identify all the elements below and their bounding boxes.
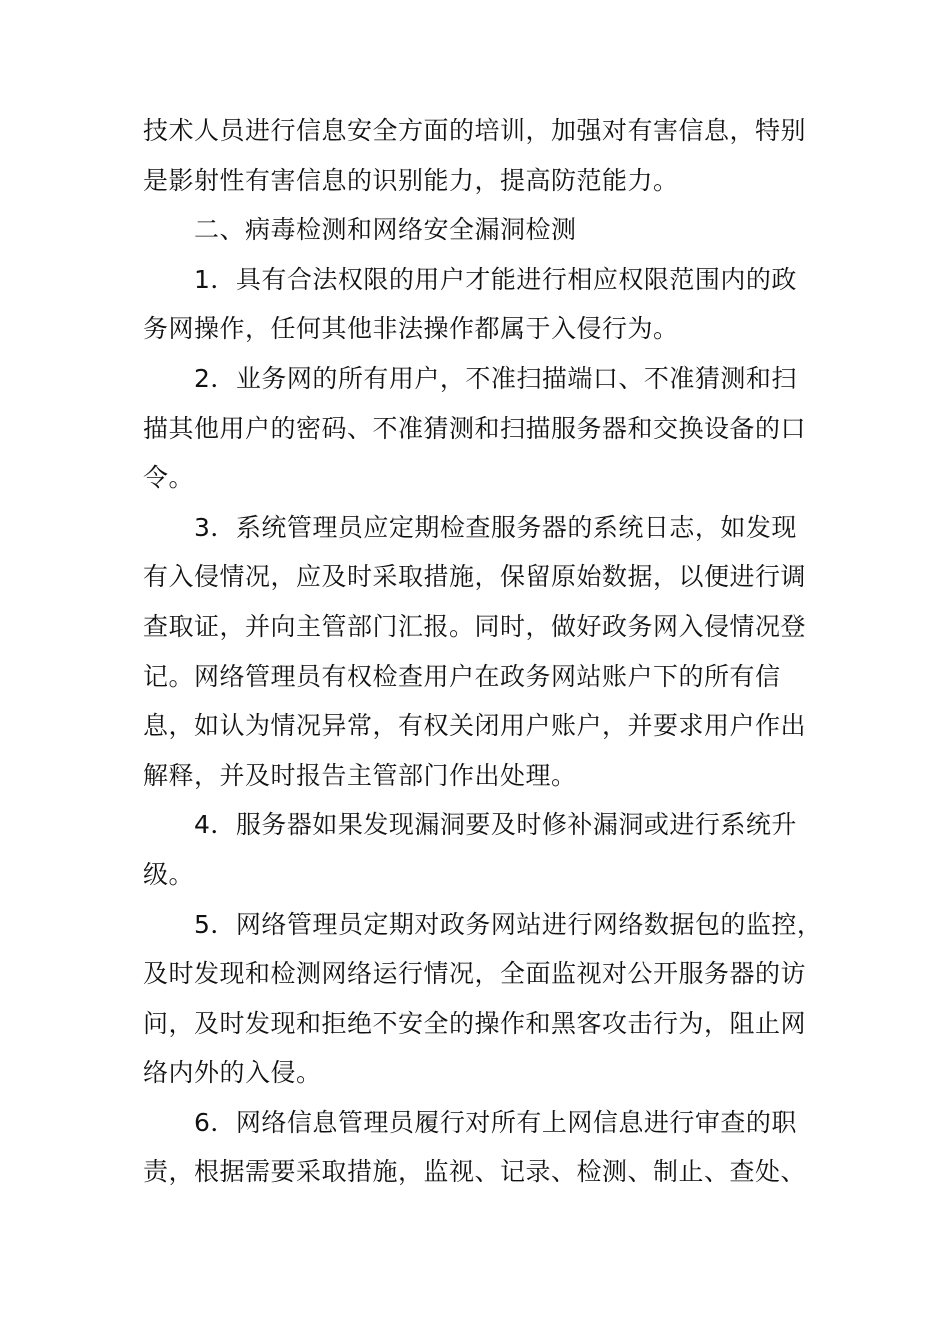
text-line: 及时发现和检测网络运行情况，全面监视对公开服务器的访 [143, 959, 807, 989]
section-heading [143, 205, 843, 255]
paragraph-item-6 [143, 1098, 843, 1197]
text-line: 描其他用户的密码、不准猜测和扫描服务器和交换设备的口 [143, 413, 807, 443]
text-line: 息，如认为情况异常，有权关闭用户账户，并要求用户作出 [143, 711, 807, 741]
text-line: 有入侵情况，应及时采取措施，保留原始数据，以便进行调 [143, 562, 807, 592]
paragraph-item-5 [143, 900, 843, 1098]
text-line: 技术人员进行信息安全方面的培训，加强对有害信息，特别 [143, 116, 807, 145]
paragraph-item-2 [143, 354, 843, 503]
text-line: 络内外的入侵。 [143, 1058, 322, 1088]
paragraph-item-3 [143, 503, 843, 801]
text-line: 1．具有合法权限的用户才能进行相应权限范围内的政 [194, 264, 797, 294]
text-line: 6．网络信息管理员履行对所有上网信息进行审查的职 [194, 1107, 797, 1137]
document-body [143, 106, 843, 1197]
paragraph-training [143, 106, 843, 205]
text-line: 级。 [143, 859, 195, 889]
section-heading-text: 二、病毒检测和网络安全漏洞检测 [194, 215, 577, 245]
text-line: 记。网络管理员有权检查用户在政务网站账户下的所有信 [143, 661, 781, 691]
text-line: 查取证，并向主管部门汇报。同时，做好政务网入侵情况登 [143, 611, 807, 641]
text-line: 是影射性有害信息的识别能力，提高防范能力。 [143, 165, 679, 195]
paragraph-item-4 [143, 800, 843, 899]
text-line: 3．系统管理员应定期检查服务器的系统日志，如发现 [194, 512, 797, 542]
text-line: 5．网络管理员定期对政务网站进行网络数据包的监控， [194, 909, 823, 939]
text-line: 2．业务网的所有用户，不准扫描端口、不准猜测和扫 [194, 363, 797, 393]
text-line: 4．服务器如果发现漏洞要及时修补漏洞或进行系统升 [194, 810, 797, 840]
text-line: 问，及时发现和拒绝不安全的操作和黑客攻击行为，阻止网 [143, 1008, 807, 1038]
text-line: 责，根据需要采取措施，监视、记录、检测、制止、查处、 [143, 1157, 807, 1187]
paragraph-item-1 [143, 255, 843, 354]
text-line: 令。 [143, 463, 195, 493]
text-line: 务网操作，任何其他非法操作都属于入侵行为。 [143, 314, 679, 344]
text-line: 解释，并及时报告主管部门作出处理。 [143, 760, 577, 790]
